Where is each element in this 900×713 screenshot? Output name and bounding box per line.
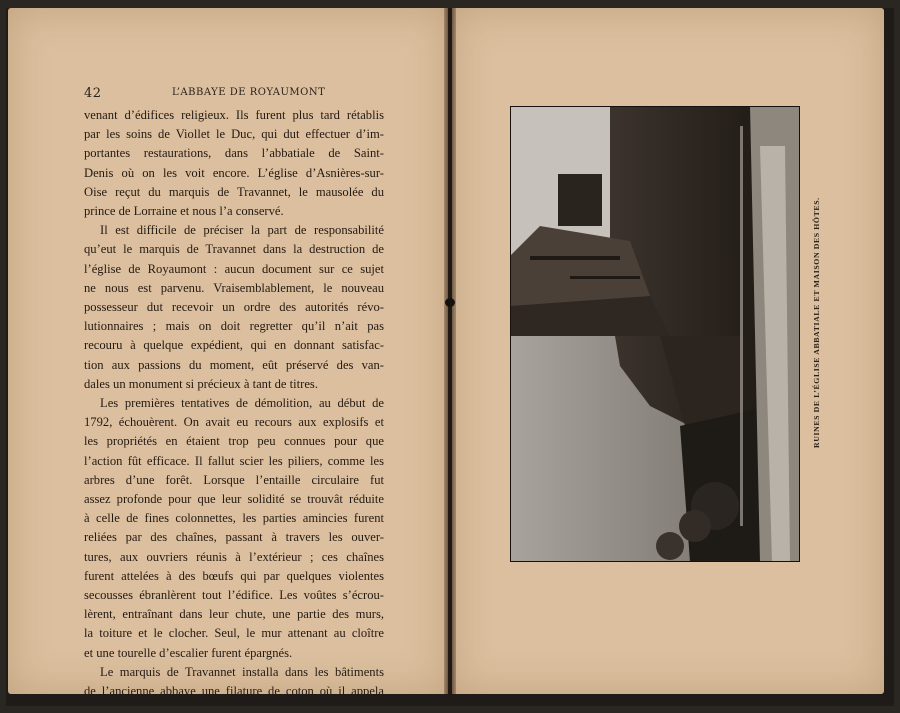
text-line: furent attelées à des bœufs qui par quelques violentes — [84, 568, 384, 583]
text-line: dales un monument si précieux à tant de titres. — [84, 376, 318, 391]
text-line: recouru à quelque expédient, qui en donnant satisfac- — [84, 338, 384, 353]
text-line: possesseur dut recevoir un ordre des autorités révo- — [84, 300, 384, 315]
page-number: 42 — [84, 86, 102, 101]
text-line: reliées par des chaînes, passant à travers les ouver- — [84, 530, 384, 545]
text-line: Oise reçut du marquis de Travannet, le mausolée du — [84, 184, 384, 199]
text-line: l’action fût efficace. Il fallut scier les piliers, comme les — [84, 453, 384, 468]
text-line: Il est difficile de préciser la part de responsabilité — [100, 223, 384, 238]
text-line: qu’eut le marquis de Travannet dans la destruction de — [84, 242, 384, 257]
text-line: lèrent, entraînant dans leur chute, une partie des murs, — [84, 607, 384, 622]
text-line: tures, aux ouvriers réunis à l’extérieur ; ces chaînes — [84, 549, 384, 564]
text-line: Le marquis de Travannet installa dans les bâtiments — [100, 664, 384, 679]
text-line: Les premières tentatives de démolition, au début de — [100, 396, 384, 411]
text-line: arbres d’une forêt. Lorsque l’entaille circulaire fut — [84, 472, 384, 487]
book-title: L’ABBAYE DE ROYAUMONT — [172, 87, 326, 98]
text-line: et une tourelle d’escalier furent épargnés. — [84, 645, 293, 660]
text-line: les propriétés en étaient trop peu connues pour que — [84, 434, 384, 449]
abbey-ruins-photograph — [510, 106, 800, 562]
binding-hole — [445, 298, 455, 307]
text-line: ne nous est parvenu. Vraisemblablement, le nouveau — [84, 280, 384, 295]
text-line: tion aux passions du moment, eût préservé des van- — [84, 357, 384, 372]
running-head — [84, 86, 384, 102]
body-text — [84, 106, 384, 701]
text-line: par les soins de Viollet le Duc, qui dut effectuer d’im- — [84, 127, 384, 142]
text-line: 1792, échouèrent. On avait eu recours aux explosifs et — [84, 415, 384, 430]
text-line: secousses ébranlèrent tout l’édifice. Les voûtes s’écrou- — [84, 588, 384, 603]
text-line: assez profonde pour que leur solidité se trouvât réduite — [84, 492, 384, 507]
text-line: lutionnaires ; mais on doit regretter qu’il n’ait pas — [84, 319, 384, 334]
photo-caption: RUINES DE L’ÉGLISE ABBATIALE ET MAISON DES HÔTES. — [812, 197, 821, 448]
text-line: Denis où on les voit encore. L’église d’Asnières-sur- — [84, 165, 384, 180]
text-line: la toiture et le clocher. Seul, le mur attenant au cloître — [84, 626, 384, 641]
text-line: prince de Lorraine et nous l’a conservé. — [84, 204, 284, 219]
book-gutter — [444, 8, 456, 694]
text-line: de l’ancienne abbaye une filature de coton où il appela — [84, 684, 384, 699]
text-line: l’église de Royaumont : aucun document sur ce sujet — [84, 261, 384, 276]
text-line: venant d’édifices religieux. Ils furent plus tard rétablis — [84, 108, 384, 122]
text-line: portantes restaurations, dans l’abbatiale de Saint- — [84, 146, 384, 161]
text-line: à celle de fines colonnettes, les parties amincies furent — [84, 511, 384, 526]
